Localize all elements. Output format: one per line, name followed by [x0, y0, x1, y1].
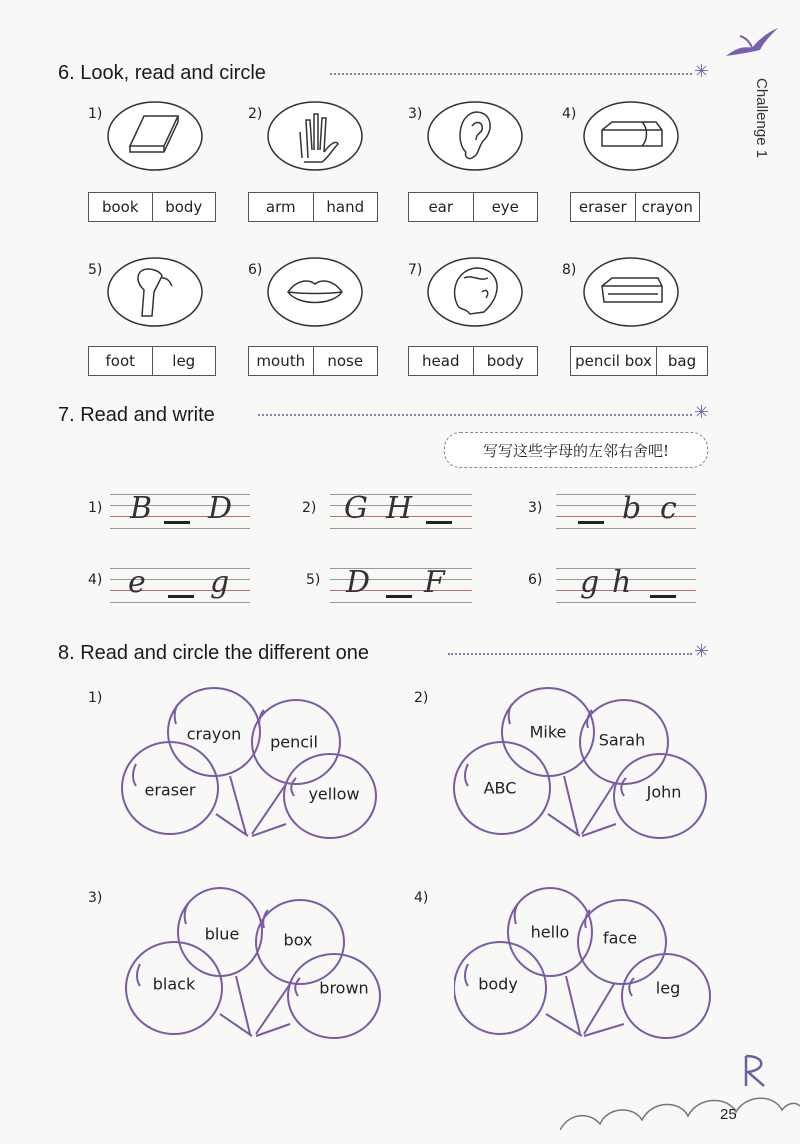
given-letter: G [344, 491, 368, 526]
item-number: 2) [248, 106, 263, 122]
eraser-icon [582, 100, 680, 172]
balloon-cluster [124, 884, 386, 1044]
section-8-title: 8. Read and circle the different one [58, 642, 369, 664]
choice-option[interactable]: head [422, 352, 460, 370]
balloon-word[interactable]: leg [655, 978, 681, 998]
star-icon: ✳ [694, 402, 710, 423]
item-number: 5) [306, 572, 321, 588]
answer-blank[interactable] [650, 595, 676, 598]
answer-blank[interactable] [578, 521, 604, 524]
divider [258, 414, 692, 416]
choice-option[interactable]: hand [313, 193, 378, 221]
balloon-cluster [454, 884, 716, 1044]
item-number: 4) [562, 106, 577, 122]
balloon-word[interactable]: blue [204, 924, 240, 944]
balloon-word[interactable]: face [602, 928, 638, 948]
item-number: 3) [408, 106, 423, 122]
balloon-word[interactable]: Mike [529, 722, 567, 742]
page-number: 25 [720, 1106, 737, 1123]
balloon-word[interactable]: pencil [270, 732, 318, 752]
choice-box [408, 346, 538, 376]
choice-option[interactable]: ear [428, 198, 454, 216]
item-number: 5) [88, 262, 103, 278]
given-letter: h [612, 565, 632, 600]
choice-option[interactable]: body [152, 193, 216, 221]
choice-box [88, 346, 216, 376]
given-letter: B [130, 491, 153, 526]
given-letter: D [346, 565, 371, 600]
tip-bubble: 写写这些字母的左邻右舍吧! [444, 432, 708, 468]
answer-blank[interactable] [168, 595, 194, 598]
choice-option[interactable]: leg [152, 347, 216, 375]
balloon-word[interactable]: box [283, 930, 313, 950]
balloon-word[interactable]: body [478, 974, 518, 994]
book-icon [106, 100, 204, 172]
group-number: 3) [88, 890, 103, 906]
choice-box [570, 346, 708, 376]
balloon-word[interactable]: black [152, 974, 196, 994]
choice-option[interactable]: foot [105, 352, 136, 370]
item-number: 2) [302, 500, 317, 516]
answer-blank[interactable] [164, 521, 190, 524]
balloon-word[interactable]: eraser [144, 780, 196, 800]
choice-option[interactable]: crayon [635, 193, 700, 221]
divider [448, 653, 692, 655]
balloon-word[interactable]: yellow [308, 784, 360, 804]
item-number: 1) [88, 500, 103, 516]
ear-icon [426, 100, 524, 172]
item-number: 6) [248, 262, 263, 278]
given-letter: H [386, 491, 413, 526]
head-icon [426, 256, 524, 328]
choice-box [408, 192, 538, 222]
balloon-word[interactable]: John [646, 782, 682, 802]
given-letter: b [622, 491, 642, 526]
item-number: 7) [408, 262, 423, 278]
star-icon: ✳ [694, 641, 710, 662]
choice-option[interactable]: arm [265, 198, 296, 216]
given-letter: c [660, 491, 677, 526]
choice-option[interactable]: book [101, 198, 139, 216]
balloon-word[interactable]: ABC [483, 778, 517, 798]
choice-box [248, 192, 378, 222]
balloon-word[interactable]: hello [530, 922, 570, 942]
choice-box [248, 346, 378, 376]
group-number: 4) [414, 890, 429, 906]
section-7-title: 7. Read and write [58, 404, 215, 426]
item-number: 8) [562, 262, 577, 278]
item-number: 3) [528, 500, 543, 516]
choice-box [570, 192, 700, 222]
choice-option[interactable]: mouth [256, 352, 306, 370]
star-icon: ✳ [694, 61, 710, 82]
mouth-icon [266, 256, 364, 328]
group-number: 2) [414, 690, 429, 706]
balloon-cluster [118, 684, 380, 844]
choice-option[interactable]: body [473, 347, 538, 375]
choice-option[interactable]: nose [313, 347, 378, 375]
given-letter: g [580, 565, 600, 600]
pencil-box-icon [582, 256, 680, 328]
bird-icon [722, 22, 782, 62]
balloon-word[interactable]: brown [319, 978, 369, 998]
section-6-title: 6. Look, read and circle [58, 62, 266, 84]
balloon-word[interactable]: crayon [186, 724, 242, 744]
given-letter: g [210, 565, 230, 600]
item-number: 4) [88, 572, 103, 588]
leg-icon [106, 256, 204, 328]
divider [330, 73, 692, 75]
group-number: 1) [88, 690, 103, 706]
side-tab-label: Challenge 1 [753, 78, 770, 159]
choice-option[interactable]: eye [473, 193, 538, 221]
choice-option[interactable]: bag [656, 347, 707, 375]
choice-option[interactable]: eraser [578, 198, 627, 216]
choice-option[interactable]: pencil box [575, 352, 652, 370]
item-number: 1) [88, 106, 103, 122]
given-letter: D [208, 491, 233, 526]
item-number: 6) [528, 572, 543, 588]
answer-blank[interactable] [386, 595, 412, 598]
hand-icon [266, 100, 364, 172]
choice-box [88, 192, 216, 222]
answer-blank[interactable] [426, 521, 452, 524]
given-letter: e [128, 565, 146, 600]
balloon-cluster [452, 684, 714, 844]
balloon-word[interactable]: Sarah [598, 730, 646, 750]
given-letter: F [424, 565, 445, 600]
cloud-decoration [560, 1050, 800, 1144]
